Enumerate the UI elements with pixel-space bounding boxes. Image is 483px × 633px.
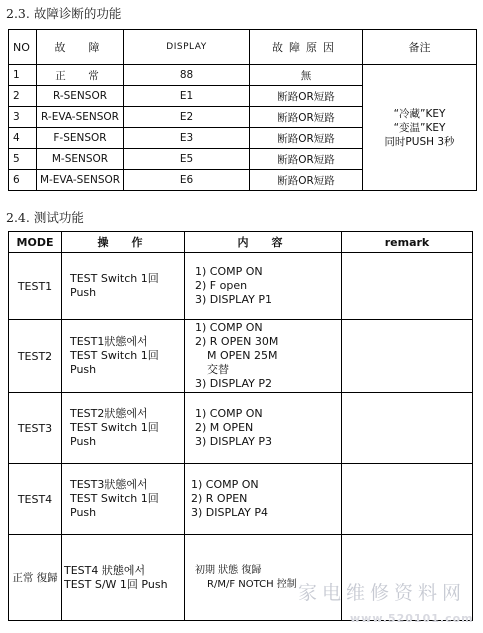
table-row [9, 464, 473, 535]
row-cause: 断路OR短路 [250, 149, 363, 170]
row-no: 3 [9, 107, 37, 128]
table-row [9, 65, 477, 86]
header-remark: remark [342, 232, 473, 253]
content-line: 初期 狀態 復歸 [195, 564, 262, 576]
row-no: 6 [9, 170, 37, 191]
header-no: NO [9, 30, 37, 65]
row-fault: R-SENSOR [37, 86, 124, 107]
operation-line: TEST2狀態에서 [70, 407, 148, 420]
content-line: 交替 [207, 363, 229, 376]
operation-line: Push [70, 506, 97, 519]
row-cause: 断路OR短路 [250, 128, 363, 149]
content-line: M OPEN 25M [207, 349, 278, 362]
operation-line: TEST Switch 1回 [70, 492, 159, 505]
operation-cell [62, 464, 185, 535]
test-mode-table [8, 231, 473, 621]
section-title-diagnosis: 2.3. 故障诊断的功能 [6, 6, 122, 21]
watermark-url: www.520101.com [350, 612, 474, 625]
row-no: 5 [9, 149, 37, 170]
row-display: 88 [124, 65, 250, 86]
header-operation: 操 作 [62, 232, 185, 253]
row-fault: M-SENSOR [37, 149, 124, 170]
operation-cell [62, 253, 185, 320]
content-line: 2) M OPEN [195, 421, 254, 434]
row-display: E1 [124, 86, 250, 107]
mode-cell: TEST4 [9, 464, 62, 535]
remark-cell [342, 464, 473, 535]
row-fault: M-EVA-SENSOR [37, 170, 124, 191]
header-content: 内 容 [185, 232, 342, 253]
content-line: 3) DISPLAY P2 [195, 377, 273, 390]
table-header-row [9, 232, 473, 253]
row-no: 4 [9, 128, 37, 149]
table-row [9, 253, 473, 320]
diagnosis-table [8, 29, 477, 191]
content-cell [185, 253, 342, 320]
remark-cell [342, 253, 473, 320]
row-fault: F-SENSOR [37, 128, 124, 149]
content-line: 1) COMP ON [195, 321, 263, 334]
content-cell [185, 393, 342, 464]
note-line: 同时PUSH 3秒 [384, 135, 455, 148]
row-cause: 断路OR短路 [250, 170, 363, 191]
content-line: 3) DISPLAY P3 [195, 435, 273, 448]
operation-line: TEST3狀態에서 [70, 478, 148, 491]
content-line: 3) DISPLAY P4 [191, 506, 269, 519]
content-line: 2) R OPEN [191, 492, 248, 505]
section-title-test: 2.4. 测试功能 [6, 210, 84, 225]
header-display: DISPLAY [124, 30, 250, 65]
header-mode: MODE [9, 232, 62, 253]
operation-line: TEST Switch 1回 [70, 349, 159, 362]
note-line: “冷藏”KEY [393, 107, 446, 120]
header-note: 备注 [363, 30, 477, 65]
table-row [9, 393, 473, 464]
row-display: E6 [124, 170, 250, 191]
table-row [9, 320, 473, 393]
operation-line: TEST4 狀態에서 [64, 563, 146, 577]
row-fault: R-EVA-SENSOR [37, 107, 124, 128]
operation-line: TEST1狀態에서 [70, 335, 148, 348]
content-cell [185, 464, 342, 535]
content-line: 2) R OPEN 30M [195, 335, 279, 348]
content-line: 2) F open [195, 279, 248, 292]
operation-line: Push [70, 286, 97, 299]
content-cell [185, 320, 342, 393]
table-header-row [9, 30, 477, 65]
operation-line: Push [70, 435, 97, 448]
note-line: “变温”KEY [393, 121, 446, 134]
row-no: 1 [9, 65, 37, 86]
remark-cell [342, 393, 473, 464]
note-cell [363, 65, 477, 191]
row-display: E2 [124, 107, 250, 128]
row-fault: 正 常 [37, 65, 124, 86]
mode-cell: TEST3 [9, 393, 62, 464]
remark-cell [342, 320, 473, 393]
operation-line: TEST Switch 1回 [70, 421, 159, 434]
row-display: E3 [124, 128, 250, 149]
operation-cell [62, 320, 185, 393]
operation-line: TEST Switch 1回 [70, 272, 159, 285]
content-line: 1) COMP ON [195, 265, 263, 278]
header-fault: 故 障 [37, 30, 124, 65]
operation-line: TEST S/W 1回 Push [64, 577, 168, 591]
mode-cell: TEST1 [9, 253, 62, 320]
row-cause: 無 [250, 65, 363, 86]
content-line: 3) DISPLAY P1 [195, 293, 273, 306]
operation-cell [62, 535, 185, 621]
mode-cell: 正常 復歸 [9, 535, 62, 621]
operation-line: Push [70, 363, 97, 376]
row-display: E5 [124, 149, 250, 170]
content-line: R/M/F NOTCH 控制 [207, 578, 297, 590]
mode-cell: TEST2 [9, 320, 62, 393]
row-cause: 断路OR短路 [250, 86, 363, 107]
row-cause: 断路OR短路 [250, 107, 363, 128]
watermark-text: 家电维修资料网 [298, 582, 467, 604]
content-line: 1) COMP ON [191, 478, 259, 491]
row-no: 2 [9, 86, 37, 107]
header-cause: 故障原因 [250, 30, 363, 65]
operation-cell [62, 393, 185, 464]
content-line: 1) COMP ON [195, 407, 263, 420]
